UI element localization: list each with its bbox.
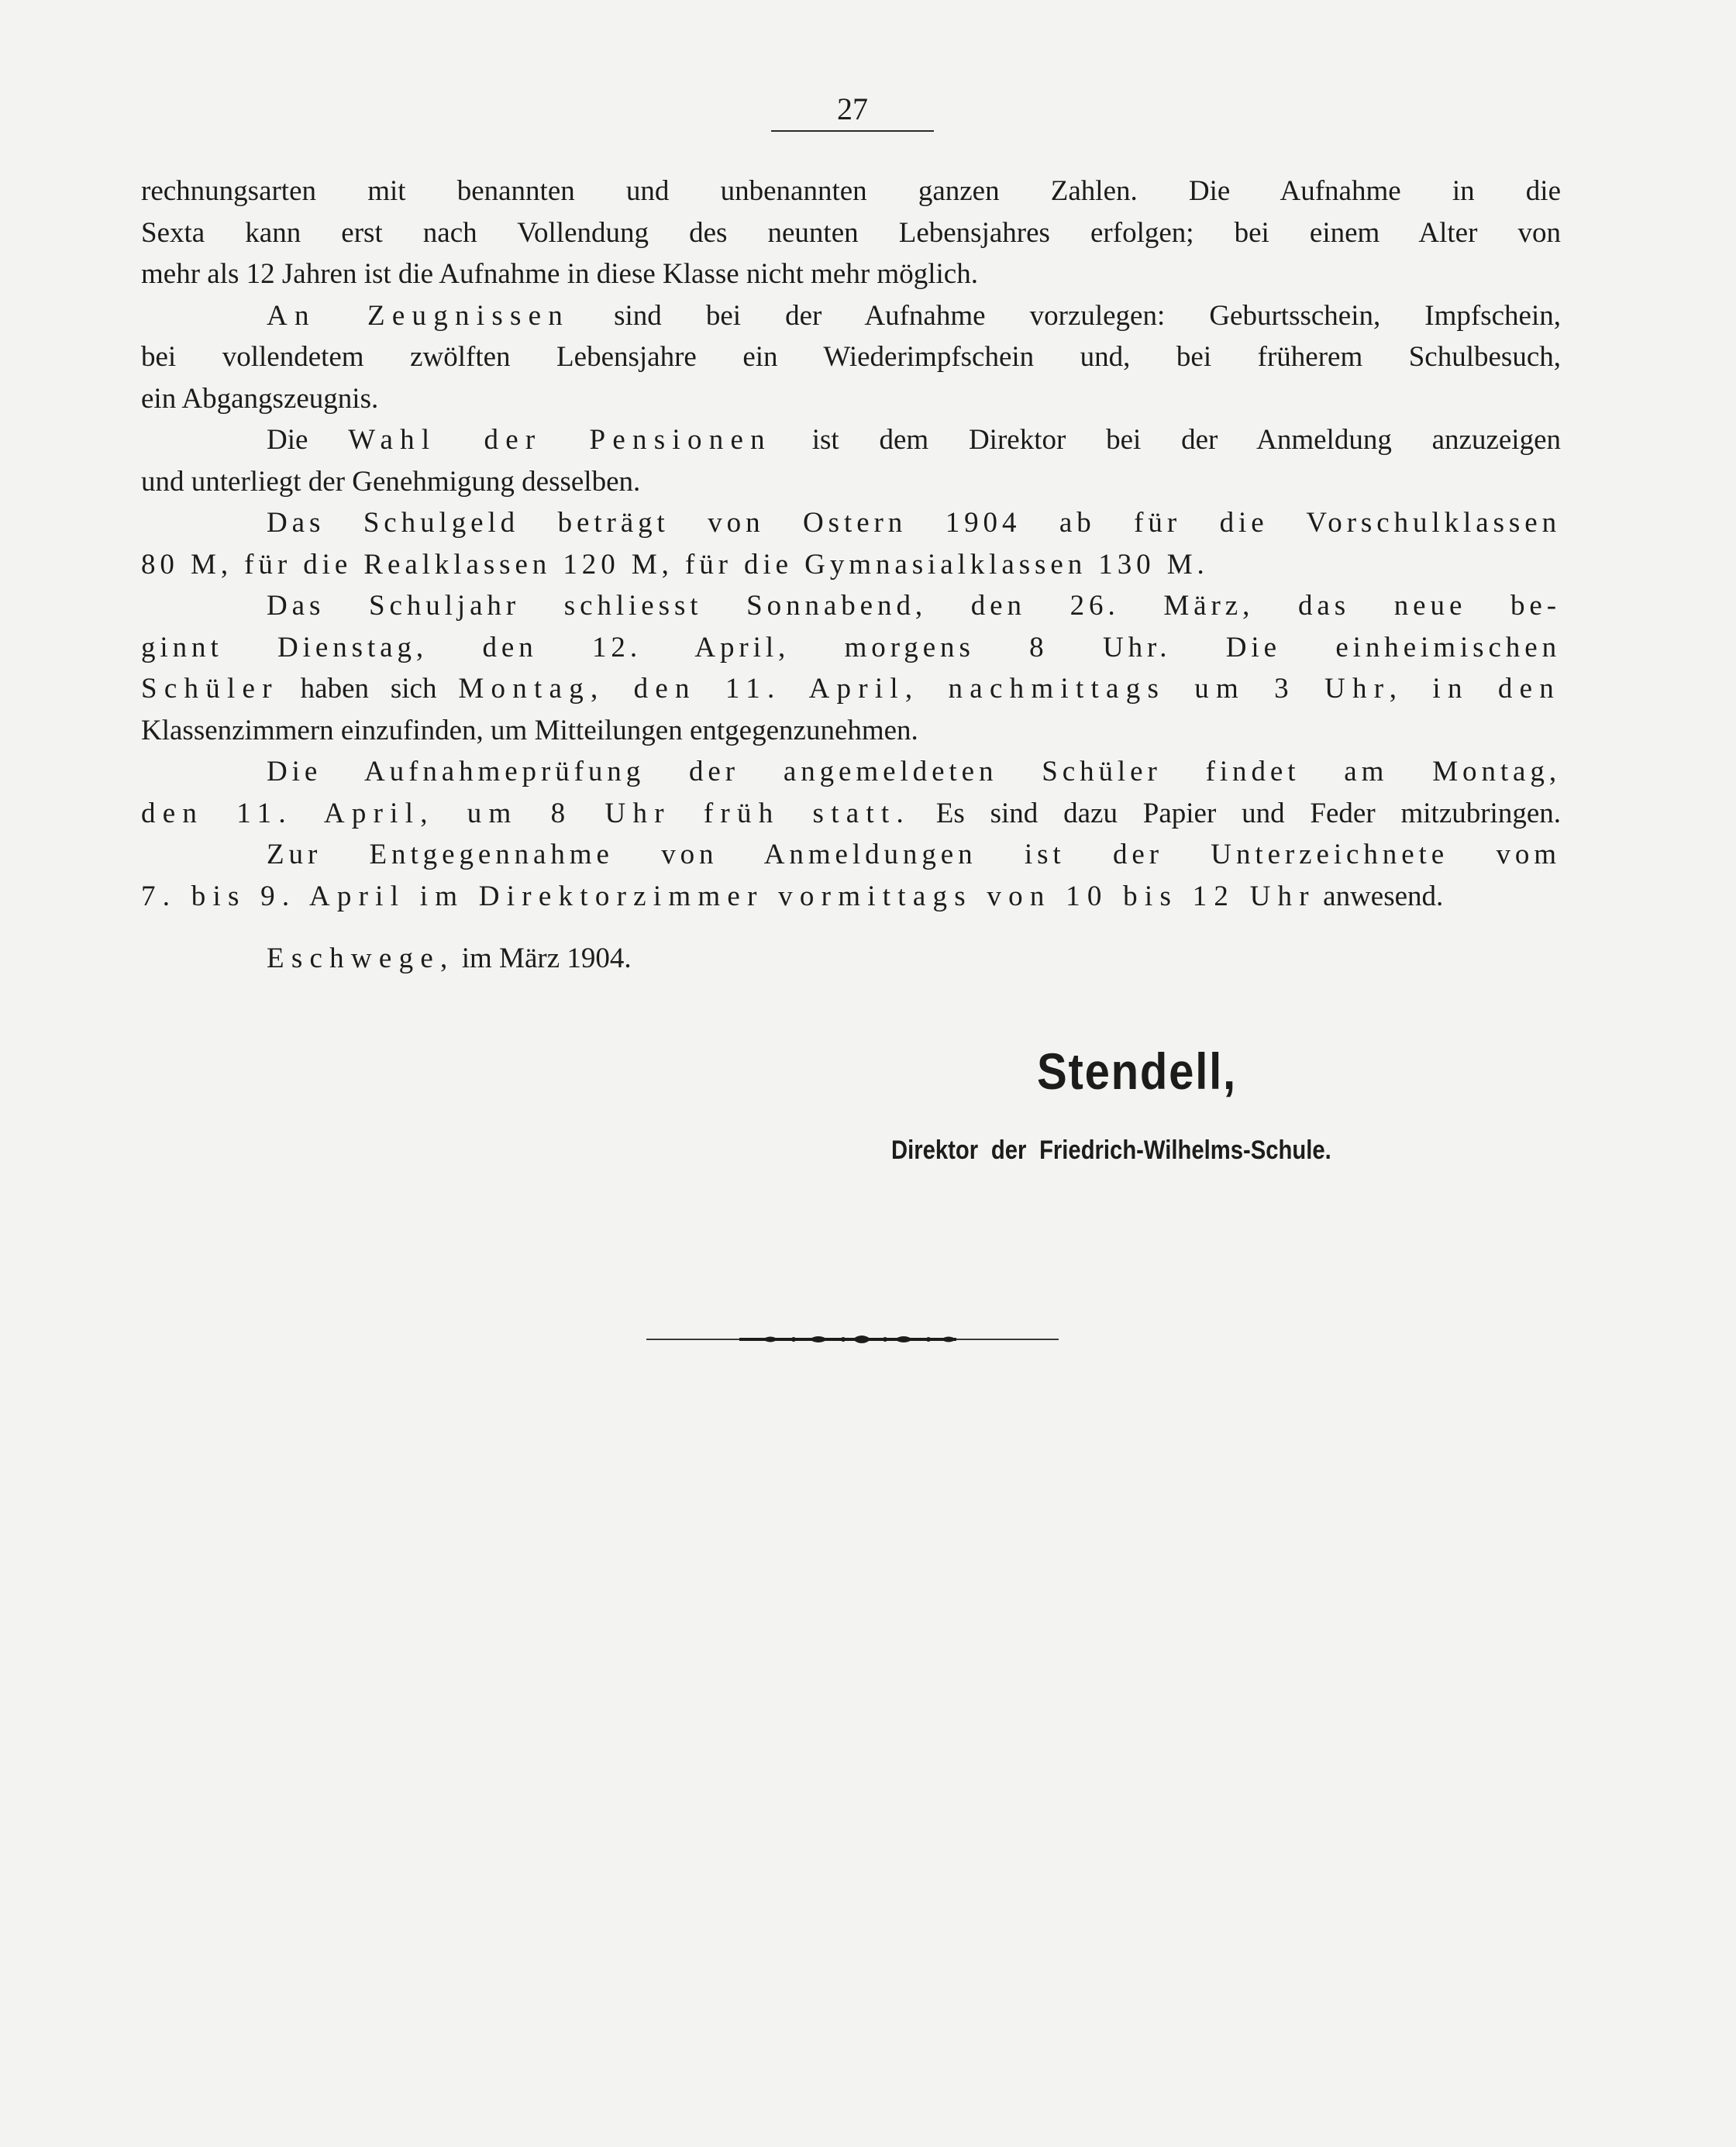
paragraph-2-line-1 xyxy=(141,295,1561,337)
signature-title: Direktor der Friedrich-Wilhelms-Schule. xyxy=(891,1136,1331,1165)
paragraph-5-line-1: Das Schuljahr schliesst Sonnabend, den 26. März, das neue be- xyxy=(267,590,1561,622)
paragraph-3-line-2: und unterliegt der Genehmigung desselben. xyxy=(141,465,641,498)
page-number: 27 xyxy=(771,91,934,132)
paragraph-5-line-4: Klassenzimmern einzufinden, um Mitteilungen entgegenzunehmen. xyxy=(141,714,918,746)
paragraph-4-line-1: Das Schulgeld beträgt von Ostern 1904 ab für die Vorschulklassen xyxy=(267,507,1561,539)
paragraph-3-line-1 xyxy=(141,419,1561,461)
paragraph-3-line-1-rest: ist dem Direktor bei der Anmeldung anzuzeigen xyxy=(811,424,1562,456)
paragraph-5-line-3-lead: Schüler xyxy=(141,673,279,705)
paragraph-6-line-2 xyxy=(141,793,1561,835)
paragraph-7-line-2-lead: 7. bis 9. April im Direktorzimmer vormittags von 10 bis 12 Uhr xyxy=(141,880,1316,912)
paragraph-3-lead: Wahl der Pensionen xyxy=(348,424,772,456)
paragraph-5-line-2: ginnt Dienstag, den 12. April, morgens 8 Uhr. Die einheimischen xyxy=(141,631,1561,663)
paragraph-2-line-2: bei vollendetem zwölften Lebensjahre ein Wiederimpfschein und, bei früherem Schulbesuch, xyxy=(141,341,1561,373)
ornamental-divider xyxy=(646,1324,1059,1355)
paragraph-6-line-2-lead: den 11. April, um 8 Uhr früh statt. xyxy=(141,797,911,829)
paragraph-1-line-1: rechnungsarten mit benannten und unbenannten ganzen Zahlen. Die Aufnahme in die xyxy=(141,175,1561,207)
paragraph-5-line-3-rest: Montag, den 11. April, nachmittags um 3 Uhr, in den xyxy=(458,673,1561,705)
paragraph-5-line-3 xyxy=(141,668,1561,710)
paragraph-6-line-1: Die Aufnahmeprüfung der angemeldeten Schüler findet am Montag, xyxy=(267,756,1561,787)
paragraph-6-line-2-rest: Es sind dazu Papier und Feder mitzubringen. xyxy=(935,797,1562,829)
paragraph-2-line-3: ein Abgangszeugnis. xyxy=(141,382,379,415)
date: im März 1904. xyxy=(461,943,632,974)
place-date xyxy=(267,938,632,980)
paragraph-5-line-3-mid: haben sich xyxy=(300,673,437,705)
paragraph-4-line-2: 80 M, für die Realklassen 120 M, für die Gymnasialklassen 130 M. xyxy=(141,548,1209,581)
paragraph-7-line-2-rest: anwesend. xyxy=(1323,880,1444,912)
paragraph-1-line-3: mehr als 12 Jahren ist die Aufnahme in diese Klasse nicht mehr möglich. xyxy=(141,258,978,290)
place: Eschwege, xyxy=(267,943,455,974)
paragraph-1-line-2: Sexta kann erst nach Vollendung des neunten Lebensjahres erfolgen; bei einem Alter von xyxy=(141,216,1561,249)
paragraph-3-pre: Die xyxy=(267,424,308,456)
paragraph-7-line-2 xyxy=(141,876,1561,918)
paragraph-7-line-1: Zur Entgegennahme von Anmeldungen ist der Unterzeichnete vom xyxy=(267,839,1561,870)
paragraph-2-line-1-rest: sind bei der Aufnahme vorzulegen: Geburtsschein, Impfschein, xyxy=(614,299,1561,332)
signature-name: Stendell, xyxy=(1037,1042,1237,1100)
paragraph-2-lead: An Zeugnissen xyxy=(267,299,570,332)
body-text xyxy=(141,171,1561,917)
